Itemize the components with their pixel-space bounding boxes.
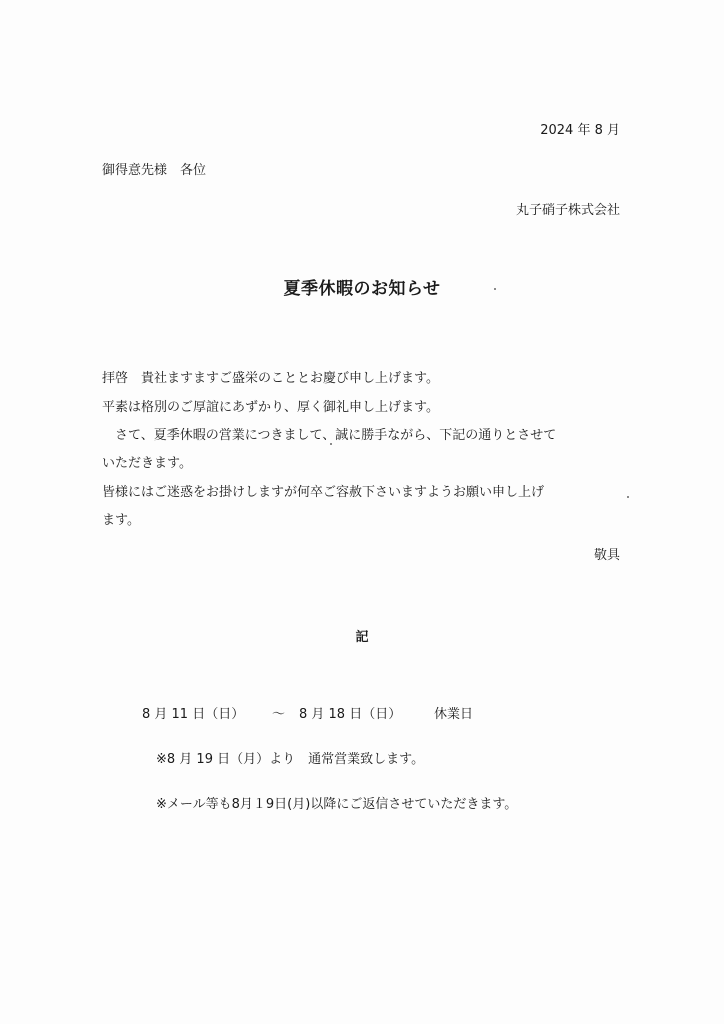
holiday-tilde: ～ <box>272 707 286 722</box>
date: 2024 年 8 月 <box>540 123 620 138</box>
body-line-1: 拝啓 貴社ますますご盛栄のこととお慶び申し上げます。 <box>102 371 439 386</box>
scan-speck <box>627 496 629 498</box>
sender-company: 丸子硝子株式会社 <box>515 203 620 218</box>
body-line-4: いただきます。 <box>102 456 192 471</box>
scan-speck <box>330 443 332 445</box>
note-resume: ※8 月 19 日（月）より 通常営業致します。 <box>156 752 425 767</box>
recipient: 御得意先様 各位 <box>102 163 207 178</box>
page-title: 夏季休暇のお知らせ <box>283 279 441 299</box>
scan-speck <box>494 288 496 290</box>
body-line-2: 平素は格別のご厚誼にあずかり、厚く御礼申し上げます。 <box>102 400 439 415</box>
holiday-start: 8 月 11 日（日） <box>142 707 245 722</box>
body-line-3: さて、夏季休暇の営業につきまして、誠に勝手ながら、下記の通りとさせて <box>102 428 557 443</box>
body-line-5: 皆様にはご迷惑をお掛けしますが何卒ご容赦下さいますようお願い申し上げ <box>102 485 545 500</box>
holiday-end: 8 月 18 日（日） <box>299 707 402 722</box>
holiday-label: 休業日 <box>434 707 474 722</box>
body-line-6: ます。 <box>102 513 140 528</box>
closing: 敬具 <box>593 548 620 563</box>
note-email: ※メール等も8月１9日(月)以降にご返信させていただきます。 <box>156 797 518 812</box>
ki-heading: 記 <box>355 630 369 645</box>
